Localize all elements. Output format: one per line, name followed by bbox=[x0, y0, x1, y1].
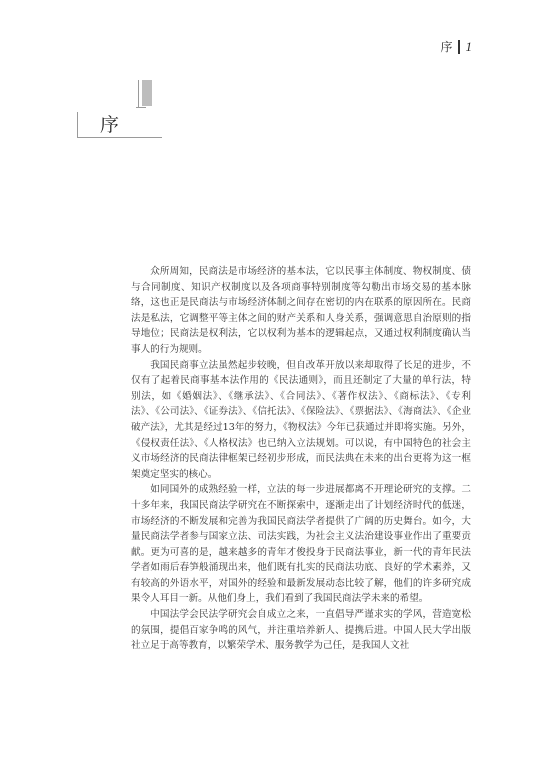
paragraph: 中国法学会民法学研究会自成立之来，一直倡导严谨求实的学风，营造宽松的氛围，提倡百家争鸣的风气，并注重培养新人、提携后进。中国人民大学出版社立足于高等教育，以繁荣学术、服务教学为己任，是我国人文社 bbox=[131, 609, 471, 652]
paragraph: 众所周知，民商法是市场经济的基本法，它以民事主体制度、物权制度、债与合同制度、知识产权制度以及各项商事特别制度等勾勒出市场交易的基本脉络，这也正是民商法与市场经济体制之间存在密切的内在联系的原因所在。民商法是私法，它调整平等主体之间的财产关系和人身关系，强调意思自治原则的指导地位；民商法是权利法，它以权利为基本的逻辑起点，又通过权利制度确认当事人的行为规则。 bbox=[131, 266, 471, 355]
chapter-title: 序 bbox=[100, 114, 120, 136]
paragraph: 如同国外的成熟经验一样，立法的每一步进展都离不开理论研究的支撑。二十多年来，我国民商法学研究在不断探索中，逐渐走出了计划经济时代的低迷，市场经济的不断发展和完善为我国民商法学者提供了广阔的历史舞台。如今，大量民商法学者参与国家立法、司法实践，为社会主义法治建设事业作出了重要贡献。更为可喜的是，越来越多的青年才俊投身于民商法事业，新一代的青年民法学者如雨后春笋般涌现出来，他们既有扎实的民商法功底、良好的学术素养，又有较高的外语水平，对国外的经验和最新发展动态比较了解，他们的许多研究成果令人耳目一新。从他们身上，我们看到了我国民商法学未来的希望。 bbox=[131, 484, 471, 605]
decorative-vertical-rule bbox=[138, 80, 139, 108]
decorative-gray-bar bbox=[142, 80, 152, 106]
running-header bbox=[440, 40, 472, 54]
header-separator bbox=[458, 40, 460, 54]
paragraph: 我国民商事立法虽然起步较晚，但自改革开放以来却取得了长足的进步，不仅有了起着民商事基本法作用的《民法通则》，而且还制定了大量的单行法，特别法，如《婚姻法》、《继承法》、《合同法》、《著作权法》、《商标法》、《专利法》、《公司法》、《证券法》、《信托法》、《保险法》、《票据法》、《海商法》、《企业破产法》，尤其是经过13年的努力，《物权法》今年已获通过并即将实施。另外，《侵权责任法》、《人格权法》也已纳入立法规划。可以说，有中国特色的社会主义市场经济的民商法律框架已经初步形成，而民法典在未来的出台更将为这一框架奠定坚实的核心。 bbox=[131, 359, 471, 480]
chapter-title-frame bbox=[77, 112, 162, 138]
running-title: 序 bbox=[440, 40, 453, 54]
page-number: 1 bbox=[465, 39, 472, 54]
decorative-horizontal-rule bbox=[136, 107, 146, 108]
body-text bbox=[131, 264, 471, 654]
